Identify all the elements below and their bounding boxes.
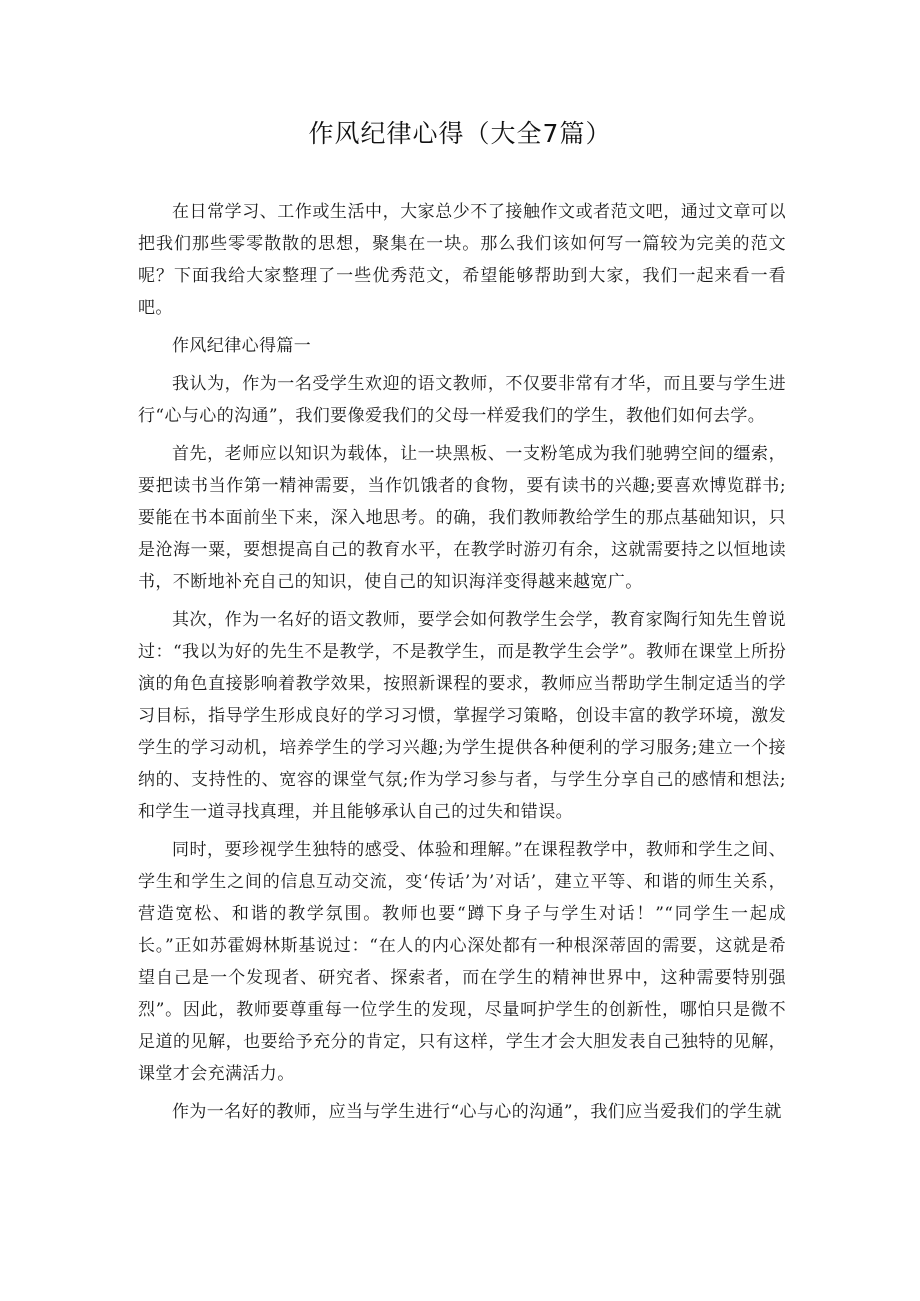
body-paragraph: 其次，作为一名好的语文教师，要学会如何教学生会学，教育家陶行知先生曾说过：“我以为好的先生不是教学，不是教学生，而是教学生会学”。教师在课堂上所扮演的角色直接影响着教学效果，按照新课程的要求，教师应当帮助学生制定适当的学习目标，指导学生形成良好的学习习惯，掌握学习策略，创设丰富的教学环境，激发学生的学习动机，培养学生的学习兴趣;为学生提供各种便利的学习服务;建立一个接纳的、支持性的、宽容的课堂气氛;作为学习参与者，与学生分享自己的感情和想法;和学生一道寻找真理，并且能够承认自己的过失和错误。 <box>138 610 786 822</box>
body-paragraph: 同时，要珍视学生独特的感受、体验和理解。”在课程教学中，教师和学生之间、学生和学生之间的信息互动交流，变‘传话’为’对话’，建立平等、和谐的师生关系，营造宽松、和谐的教学氛围。教师也要“蹲下身子与学生对话！”“同学生一起成长。”正如苏霍姆林斯基说过：“在人的内心深处都有一种根深蒂固的需要，这就是希望自己是一个发现者、研究者、探索者，而在学生的精神世界中，这种需要特别强烈”。因此，教师要尊重每一位学生的发现，尽量呵护学生的创新性，哪怕只是微不足道的见解，也要给予充分的肯定，只有这样，学生才会大胆发表自己独特的见解，课堂才会充满活力。 <box>138 840 786 1084</box>
section-heading: 作风纪律心得篇一 <box>172 336 312 356</box>
body-paragraph: 作为一名好的教师，应当与学生进行“心与心的沟通”，我们应当爱我们的学生就 <box>172 1102 782 1122</box>
page-title: 作风纪律心得（大全7篇） <box>308 119 612 148</box>
body-paragraph: 我认为，作为一名受学生欢迎的语文教师，不仅要非常有才华，而且要与学生进行“心与心的沟通”，我们要像爱我们的父母一样爱我们的学生，教他们如何去学。 <box>138 374 786 426</box>
document-body <box>138 196 786 1134</box>
intro-paragraph: 在日常学习、工作或生活中，大家总少不了接触作文或者范文吧，通过文章可以把我们那些零零散散的思想，聚集在一块。那么我们该如何写一篇较为完美的范文呢？下面我给大家整理了一些优秀范文，希望能够帮助到大家，我们一起来看一看吧。 <box>138 202 786 318</box>
body-paragraph: 首先，老师应以知识为载体，让一块黑板、一支粉笔成为我们驰骋空间的缰索，要把读书当作第一精神需要，当作饥饿者的食物，要有读书的兴趣;要喜欢博览群书;要能在书本面前坐下来，深入地思考。的确，我们教师教给学生的那点基础知识，只是沧海一粟，要想提高自己的教育水平，在教学时游刃有余，这就需要持之以恒地读书，不断地补充自己的知识，使自己的知识海洋变得越来越宽广。 <box>138 444 786 592</box>
